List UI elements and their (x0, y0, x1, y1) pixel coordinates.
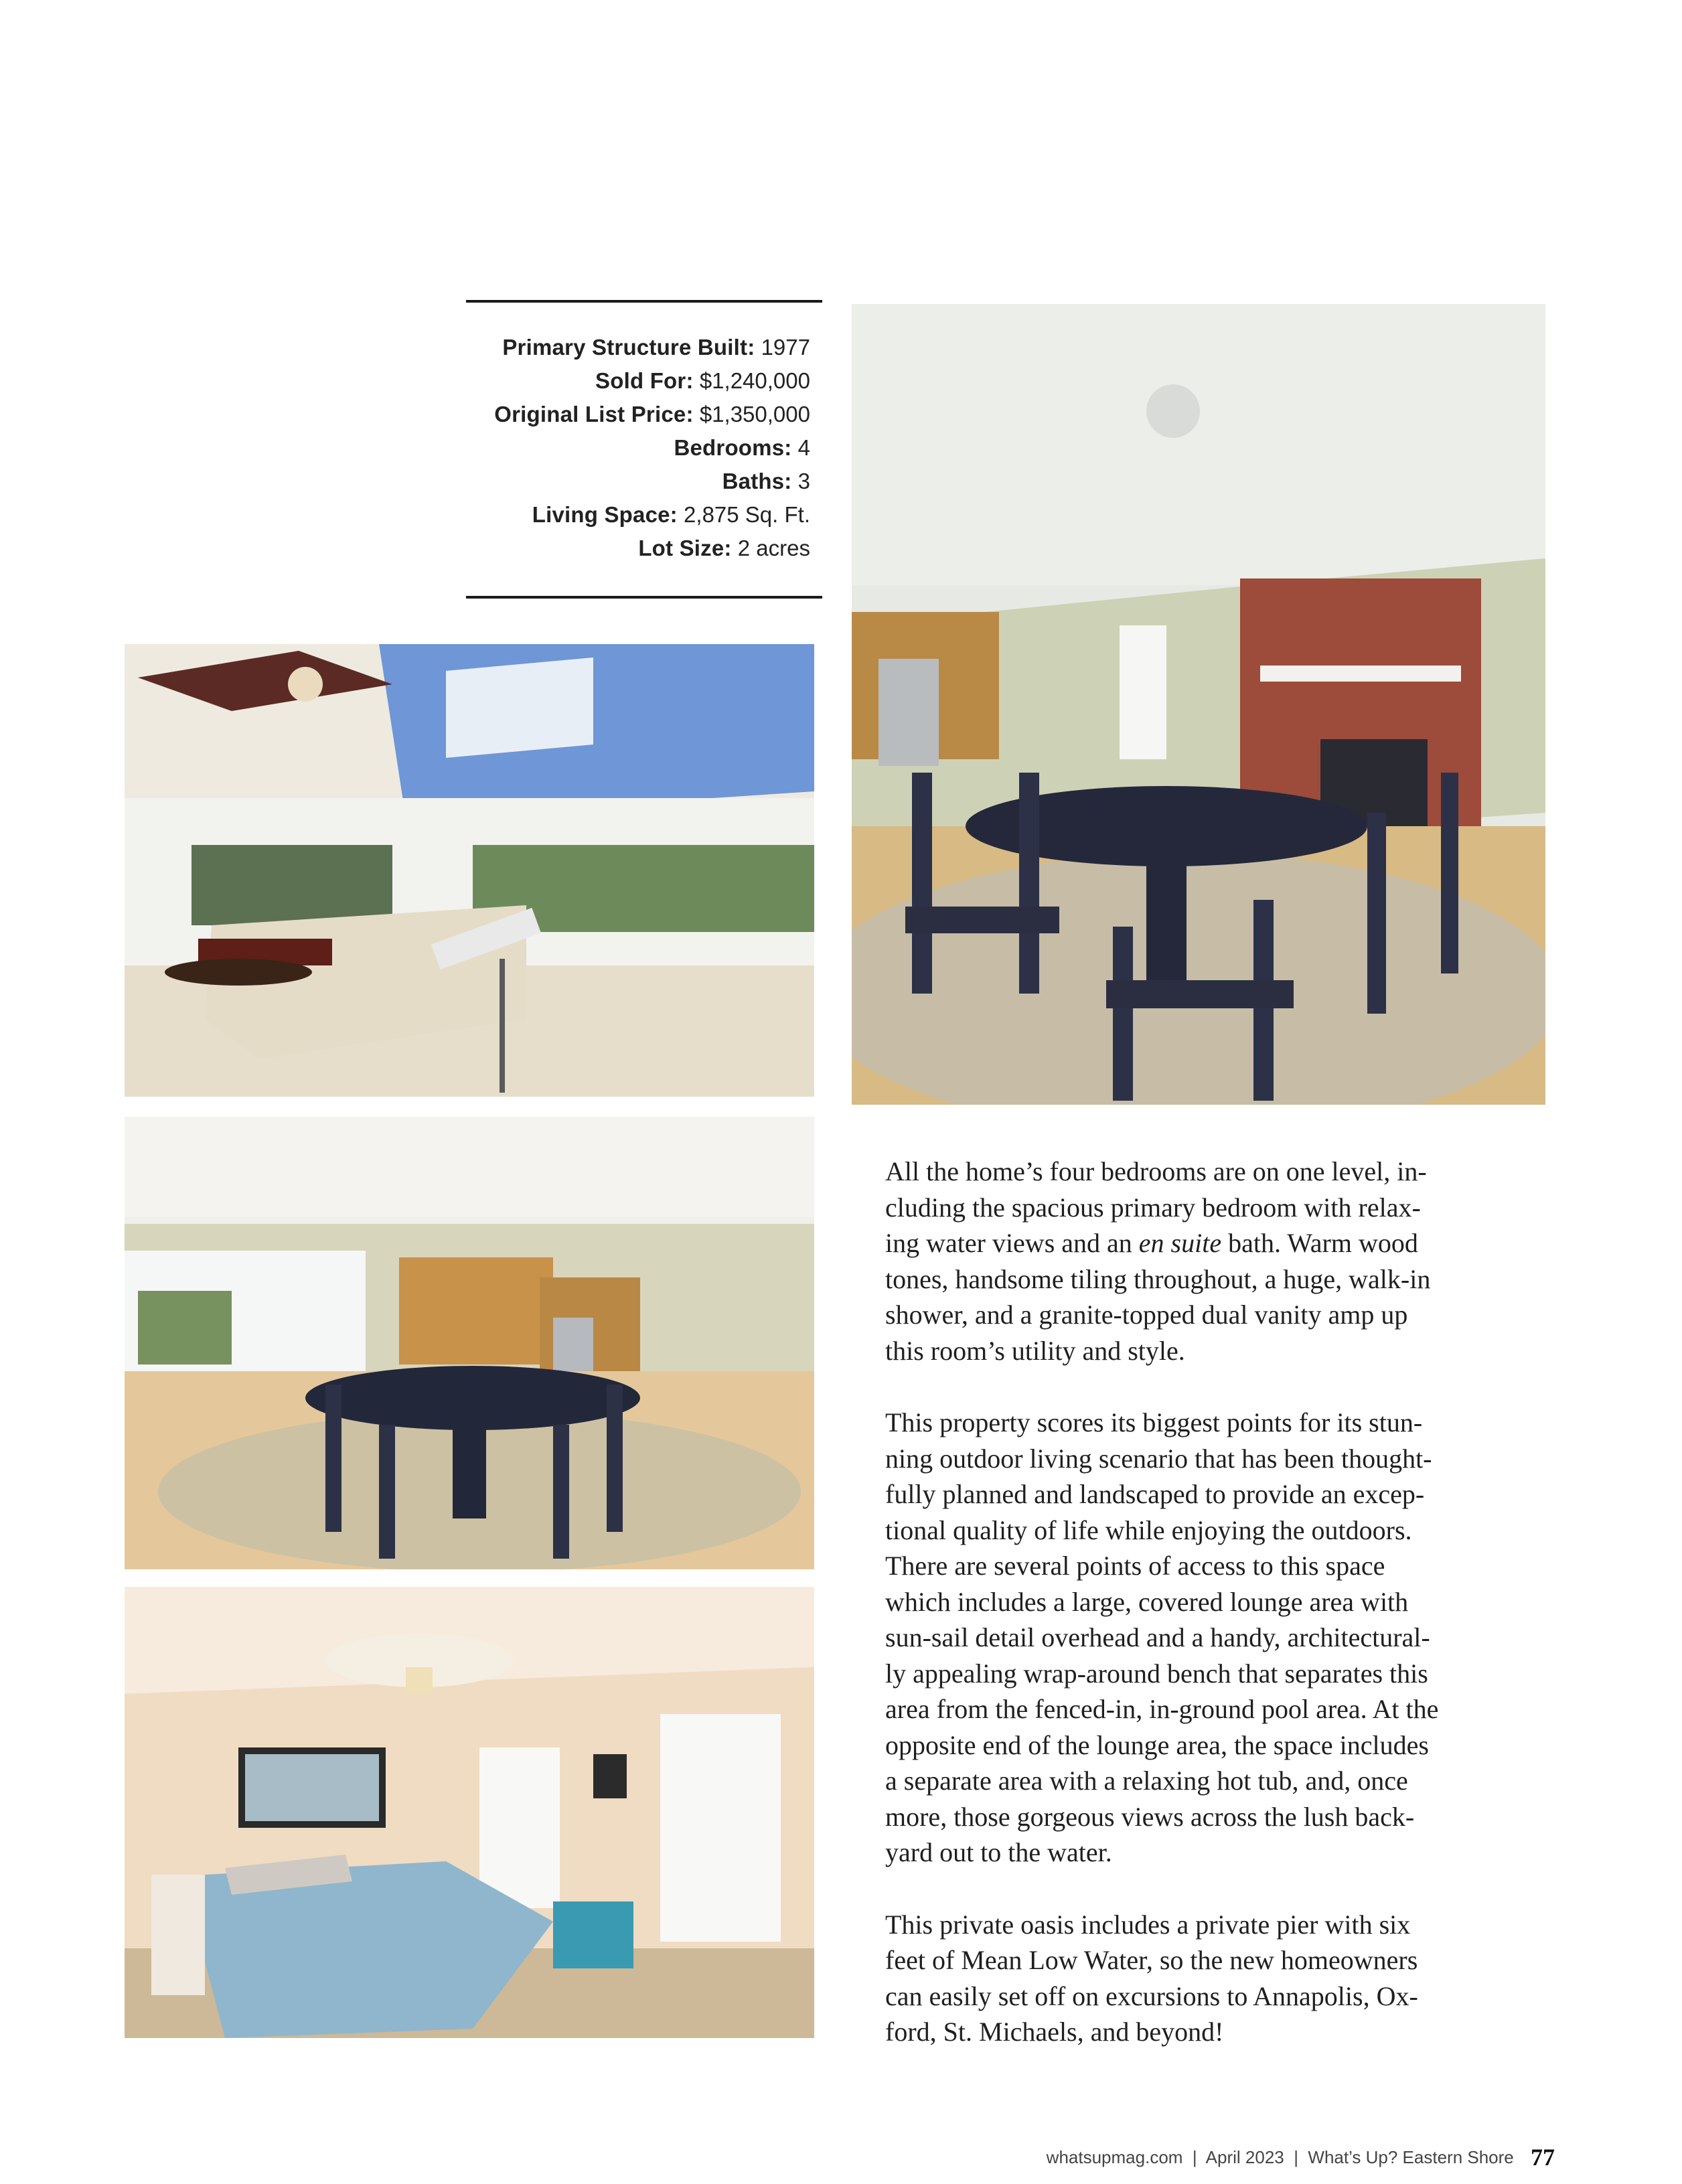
spec-lot-size: Lot Size: 2 acres (638, 536, 810, 560)
footer-magazine: What’s Up? Eastern Shore (1308, 2147, 1514, 2167)
specs-bottom-rule (466, 596, 822, 599)
spec-sold-for: Sold For: $1,240,000 (595, 368, 810, 393)
spec-living-space: Living Space: 2,875 Sq. Ft. (532, 502, 810, 527)
paragraph-1: All the home’s four bedrooms are on one level, in- cluding the spacious primary bedroom with relax- ing water views and an en suite bath. Warm wood tones, handsome tiling throughout, a huge, walk-in shower, and a granite-topped dual vanity amp up this room’s utility and style. (885, 1156, 1431, 1366)
footer-site: whatsupmag.com (1046, 2147, 1183, 2167)
page-footer (1047, 2141, 1555, 2169)
photo-sunroom (125, 644, 814, 1097)
spec-bedrooms: Bedrooms: 4 (674, 435, 810, 460)
footer-separator: | (1294, 2147, 1298, 2167)
spec-list-price: Original List Price: $1,350,000 (494, 402, 810, 426)
page-number: 77 (1531, 2144, 1555, 2171)
spec-year-built: Primary Structure Built: 1977 (502, 335, 810, 360)
article-body (885, 1154, 1535, 2086)
specs-top-rule (466, 300, 822, 303)
paragraph-3: This private oasis includes a private pier with six feet of Mean Low Water, so the new homeowners can easily set off on excursions to Annapolis, Ox- ford, St. Michaels, and beyond! (885, 1909, 1418, 2047)
footer-separator: | (1192, 2147, 1197, 2167)
photo-dining-kitchen (125, 1117, 814, 1569)
photo-bedroom (125, 1587, 814, 2038)
paragraph-2: This property scores its biggest points for its stun- ning outdoor living scenario that has been thought- fully planned and landscaped to provide an excep- tional quality of life while enjoying the outdoors. There are several points of access to this space which includes a large, covered lounge area with sun-sail detail overhead and a handy, architectural- ly appealing wrap-around bench that separates this area from the fenced-in, in-ground pool area. At the opposite end of the lounge area, the space includes a separate area with a relaxing hot tub, and, once more, those gorgeous views across the lush back- yard out to the water. (885, 1407, 1439, 1867)
photo-dining-fireplace (852, 304, 1545, 1105)
footer-issue: April 2023 (1205, 2147, 1284, 2167)
property-specs (466, 331, 810, 565)
spec-baths: Baths: 3 (722, 469, 810, 493)
